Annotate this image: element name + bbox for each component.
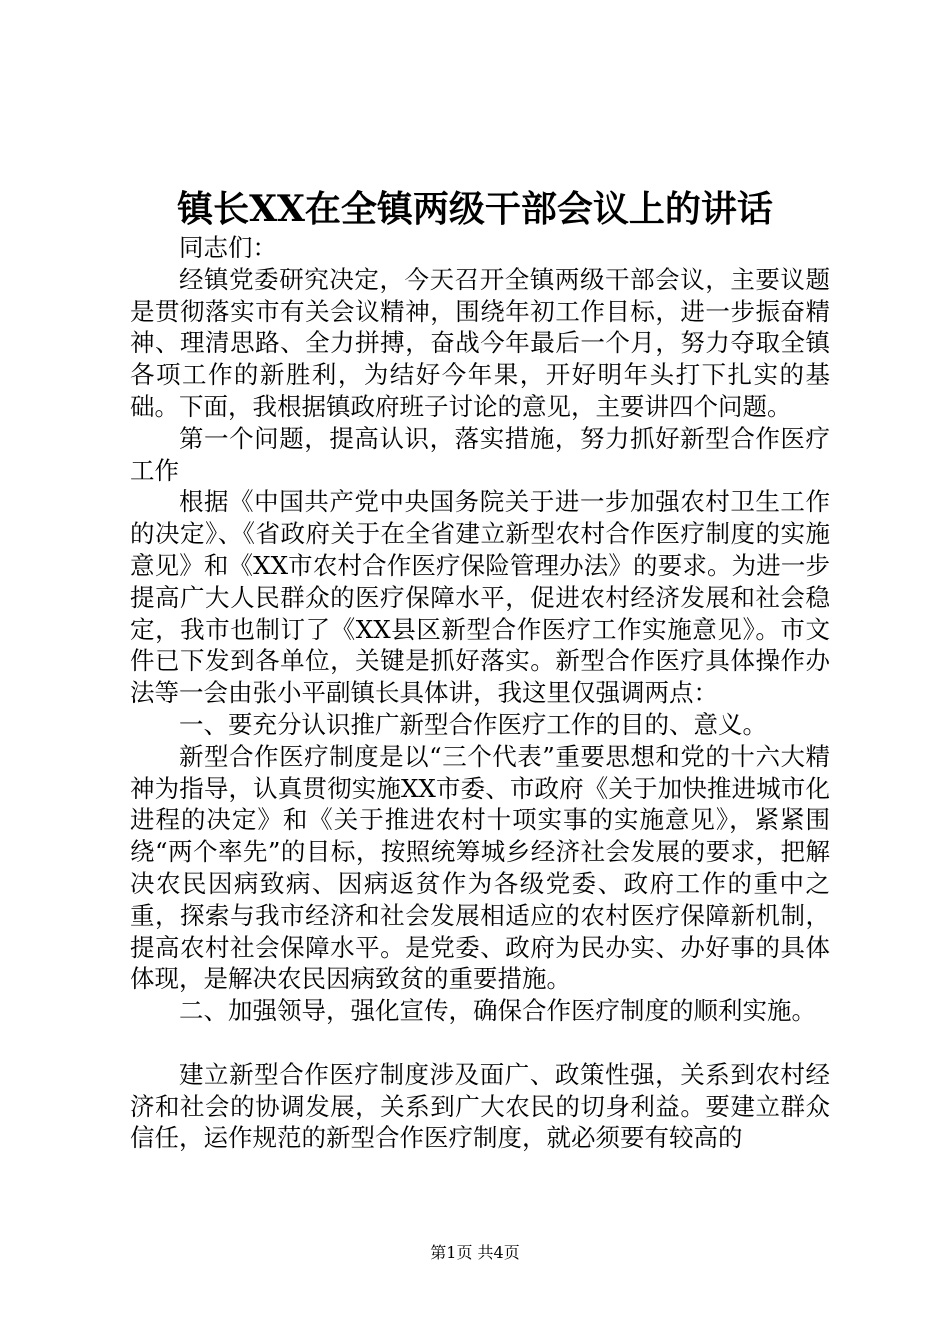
paragraph-intro: 经镇党委研究决定，今天召开全镇两级干部会议，主要议题是贯彻落实市有关会议精神，围绕年初工作目标，进一步振奋精神、理清思路、全力拼搏，奋战今年最后一个月，努力夺取全镇各项工作的新胜利，为结好今年果，开好明年头打下扎实的基础。下面，我根据镇政府班子讨论的意见，主要讲四个问题。 — [130, 264, 830, 421]
document-body — [130, 232, 830, 1154]
document-title: 镇长XX在全镇两级干部会议上的讲话 — [177, 188, 773, 230]
paragraph-basis: 根据《中国共产党中央国务院关于进一步加强农村卫生工作的决定》、《省政府关于在全省建立新型农村合作医疗制度的实施意见》和《XX市农村合作医疗保险管理办法》的要求。为进一步提高广大人民群众的医疗保障水平，促进农村经济发展和社会稳定，我市也制订了《XX县区新型合作医疗工作实施意见》。市文件已下发到各单位，关键是抓好落实。新型合作医疗具体操作办法等一会由张小平副镇长具体讲，我这里仅强调两点： — [130, 487, 830, 708]
subheading-2: 二、加强领导，强化宣传，确保合作医疗制度的顺利实施。 — [179, 996, 816, 1026]
paragraph-leadership: 建立新型合作医疗制度涉及面广、政策性强，关系到农村经济和社会的协调发展，关系到广大农民的切身利益。要建立群众信任，运作规范的新型合作医疗制度，就必须要有较高的 — [130, 1059, 830, 1153]
paragraph-salutation: 同志们： — [179, 233, 277, 262]
subheading-1: 一、要充分认识推广新型合作医疗工作的目的、意义。 — [179, 709, 767, 739]
paragraph-purpose: 新型合作医疗制度是以“三个代表”重要思想和党的十六大精神为指导，认真贯彻实施XX市委、市政府《关于加快推进城市化进程的决定》和《关于推进农村十项实事的实施意见》，紧紧围绕“两个率先”的目标，按照统筹城乡经济社会发展的要求，把解决农民因病致病、因病返贫作为各级党委、政府工作的重中之重，探索与我市经济和社会发展相适应的农村医疗保障新机制，提高农村社会保障水平。是党委、政府为民办实、办好事的具体体现，是解决农民因病致贫的重要措施。 — [130, 741, 830, 994]
page-number-footer: 第1页 共4页 — [430, 1243, 520, 1262]
section-heading-1: 第一个问题，提高认识，落实措施，努力抓好新型合作医疗工作 — [130, 423, 830, 485]
